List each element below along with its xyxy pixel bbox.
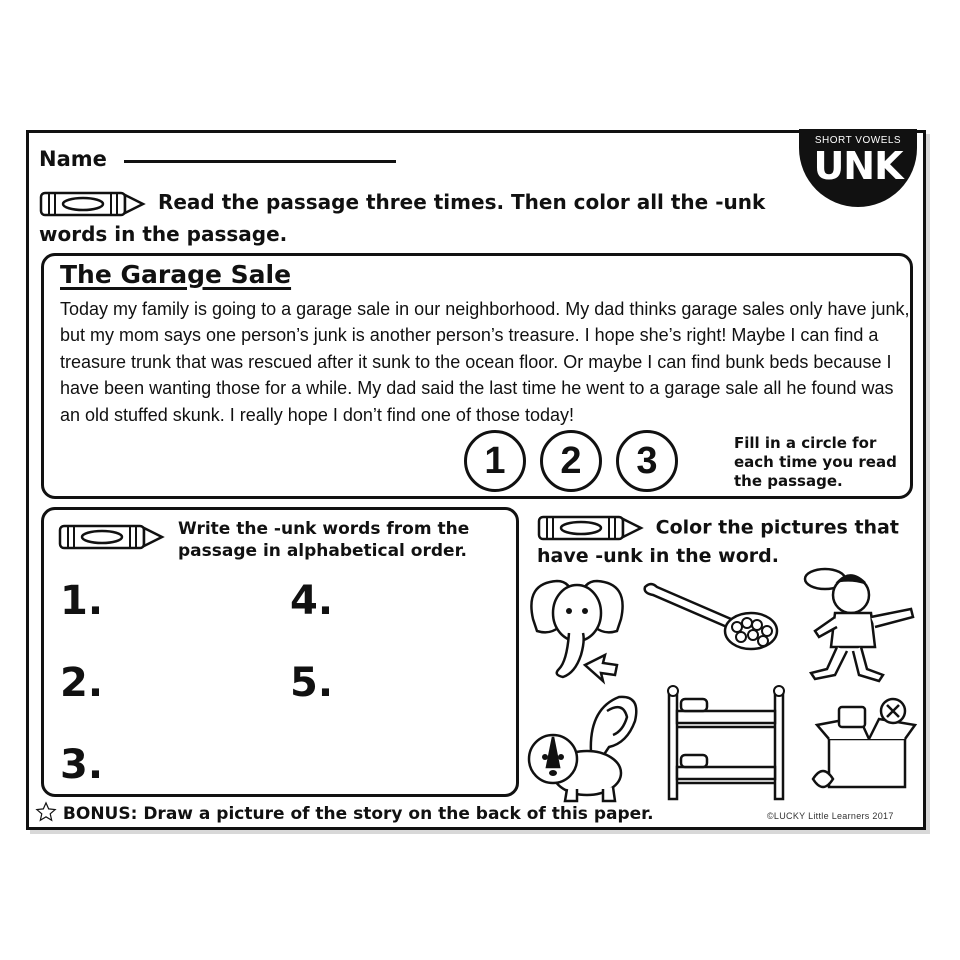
spoon-icon[interactable] [641,577,781,657]
star-icon [35,801,57,823]
story-text: Today my family is going to a garage sale in our neighborhood. My dad thinks garage sales only have junk, but my mom says one person’s junk is another person’s treasure. I hope she’s right! Maybe I can find a treasure trunk that was rescued after it sunk to the ocean floor. Or maybe I can find bunk beds because I have been wanting those for a while. My dad said the last time he went to a garage sale all he found was an old stuffed skunk. I really hope I don’t find one of those today! [60,299,910,425]
copyright: ©LUCKY Little Learners 2017 [767,811,894,821]
write-instruction [58,518,518,562]
fill-note: Fill in a circle for each time you read the passage. [734,434,897,490]
instruction-read [39,187,799,249]
answer-number-2: 2. [60,660,104,706]
write-box [41,507,519,797]
color-instruction [537,513,922,569]
pictures-area [523,565,923,805]
read-circle[interactable]: 2 [540,430,602,492]
read-circles [464,430,678,492]
junk-box-icon[interactable] [809,695,919,799]
answer-number-1: 1. [60,578,104,624]
elephant-icon[interactable] [523,569,631,687]
unit-badge [799,129,917,207]
name-label: Name [39,147,107,171]
bonus-instruction [35,801,654,824]
name-row [39,147,396,171]
crayon-icon [39,189,151,219]
name-line[interactable] [124,160,396,163]
bonus-text: BONUS: Draw a picture of the story on the back of this paper. [62,804,654,824]
read-circle[interactable]: 3 [616,430,678,492]
answer-number-3: 3. [60,742,104,788]
answer-number-4: 4. [290,578,334,624]
read-circle[interactable]: 1 [464,430,526,492]
bunk-beds-icon[interactable] [663,683,789,803]
boy-icon[interactable] [791,565,917,685]
crayon-icon [537,513,649,543]
color-instruction-text: Color the pictures that have -unk in the word. [537,516,899,567]
badge-subtitle: SHORT VOWELS [814,135,902,146]
story-title: The Garage Sale [60,260,292,289]
instruction-read-text: Read the passage three times. Then color all the -unk words in the passage. [39,190,766,246]
badge-title: UNK [813,144,903,188]
worksheet [26,130,926,830]
skunk-icon[interactable] [523,691,641,803]
story-box [41,253,913,499]
write-instruction-text: Write the -unk words from the passage in alphabetical order. [178,519,470,561]
crayon-icon [58,522,170,552]
answer-number-5: 5. [290,660,334,706]
